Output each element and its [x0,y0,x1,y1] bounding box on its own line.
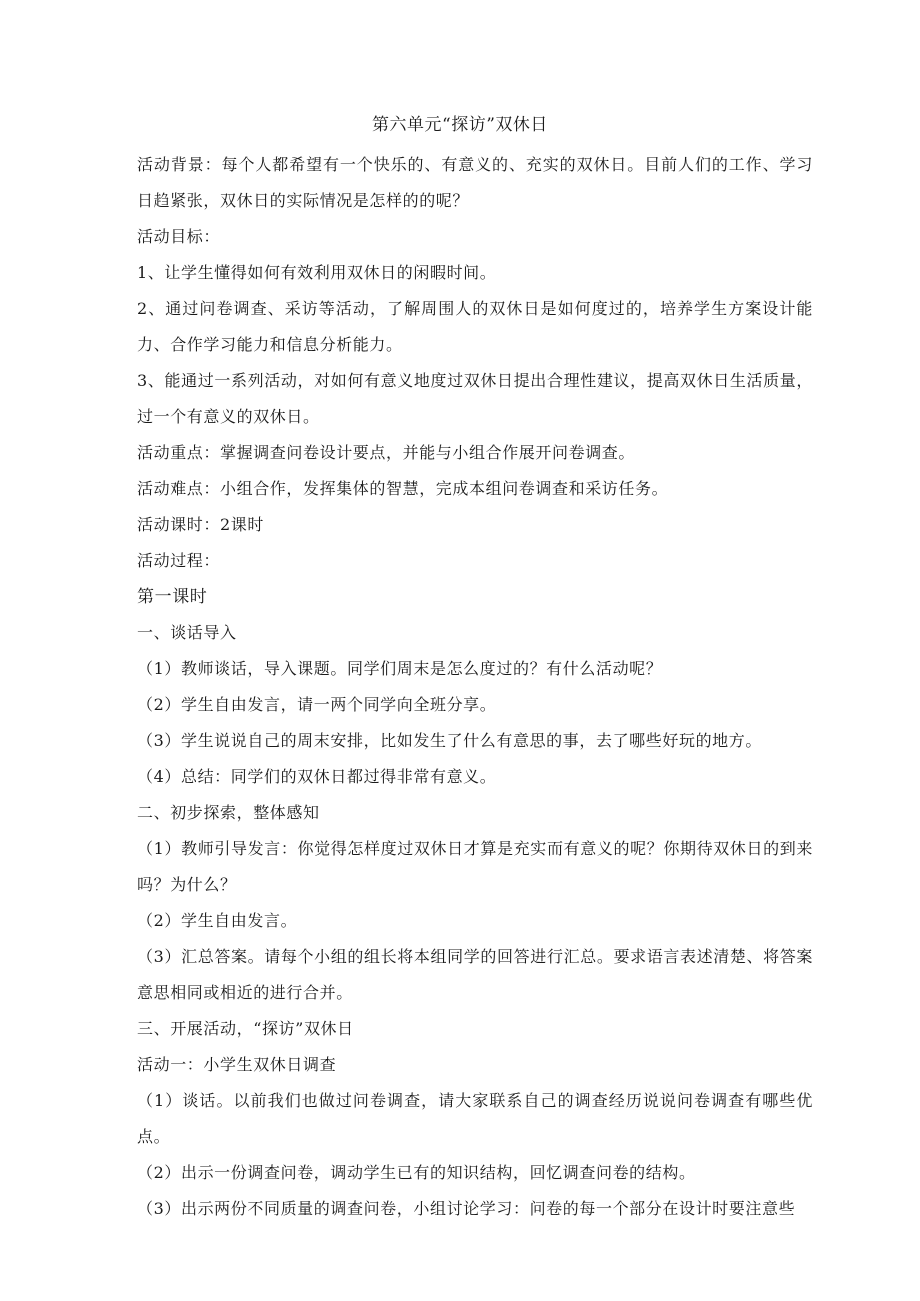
section-heading-1: 一、谈话导入 [137,623,237,642]
list-item: （2）学生自由发言，请一两个同学向全班分享。 [137,695,497,714]
list-item: （2）学生自由发言。 [137,911,298,930]
paragraph-goal-3: 3、能通过一系列活动，对如何有意义地度过双休日提出合理性建议，提高双休日生活质量，过一个有意义的双休日。 [137,371,813,426]
paragraph-goal-2: 2、通过问卷调查、采访等活动，了解周围人的双休日是如何度过的，培养学生方案设计能力、合作学习能力和信息分析能力。 [137,299,813,354]
list-item: （1）教师引导发言：你觉得怎样度过双休日才算是充实而有意义的呢？你期待双休日的到来吗？为什么？ [137,839,813,894]
paragraph-lesson-one: 第一课时 [137,587,208,607]
document-body [137,147,813,1227]
document-title: 第六单元“探访”双休日 [372,115,548,135]
paragraph-difficulty: 活动难点：小组合作，发挥集体的智慧，完成本组问卷调查和采访任务。 [137,479,669,498]
paragraph-class-hours: 活动课时：2课时 [137,515,264,534]
list-item: （3）汇总答案。请每个小组的组长将本组同学的回答进行汇总。要求语言表述清楚、将答案意思相同或相近的进行合并。 [137,947,813,1002]
list-item: （1）谈话。以前我们也做过问卷调查，请大家联系自己的调查经历说说问卷调查有哪些优点。 [137,1091,813,1146]
list-item: （3）学生说说自己的周末安排，比如发生了什么有意思的事，去了哪些好玩的地方。 [137,731,762,750]
paragraph-goal-1: 1、让学生懂得如何有效利用双休日的闲暇时间。 [137,263,497,282]
activity-heading-1: 活动一：小学生双休日调查 [137,1055,337,1074]
paragraph-background: 活动背景：每个人都希望有一个快乐的、有意义的、充实的双休日。目前人们的工作、学习日趋紧张，双休日的实际情况是怎样的的呢？ [137,155,813,210]
paragraph-goals-heading: 活动目标： [137,227,221,246]
paragraph-process-heading: 活动过程： [137,551,221,570]
list-item: （4）总结：同学们的双休日都过得非常有意义。 [137,767,497,786]
section-heading-3: 三、开展活动，“探访”双休日 [137,1019,354,1038]
list-item: （2）出示一份调查问卷，调动学生已有的知识结构，回忆调查问卷的结构。 [137,1163,696,1182]
paragraph-key-point: 活动重点：掌握调查问卷设计要点，并能与小组合作展开问卷调查。 [137,443,636,462]
section-heading-2: 二、初步探索，整体感知 [137,803,320,822]
list-item: （3）出示两份不同质量的调查问卷，小组讨论学习：问卷的每一个部分在设计时要注意些 [137,1199,796,1218]
list-item: （1）教师谈话，导入课题。同学们周末是怎么度过的？有什么活动呢？ [137,659,663,678]
